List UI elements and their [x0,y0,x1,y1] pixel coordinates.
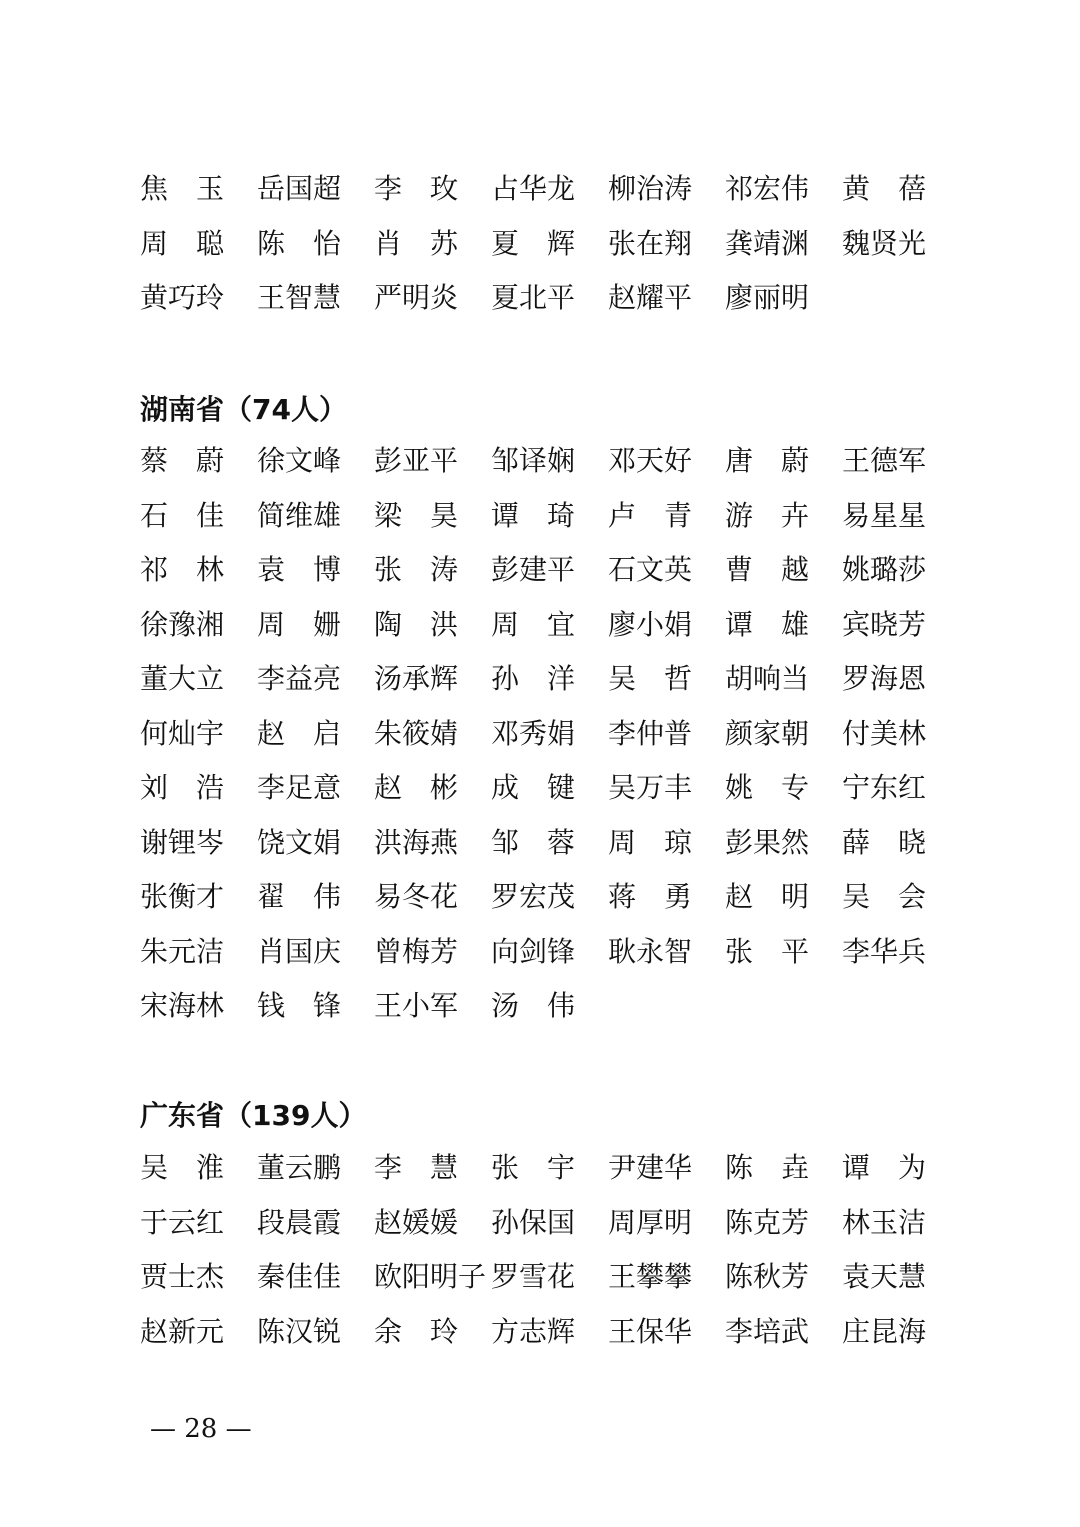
name-entry: 姚璐莎 [842,553,927,587]
name-entry: 邓秀娟 [491,716,576,750]
name-entry: 严明炎 [374,281,459,315]
name-entry: 成 键 [491,771,576,805]
name-entry: 张在翔 [608,226,693,260]
name-entry: 陈克芳 [725,1205,810,1239]
name-entry: 周 聪 [140,226,225,260]
name-entry: 易星星 [842,498,927,532]
name-entry: 朱筱婧 [374,716,459,750]
name-entry: 李华兵 [842,934,927,968]
name-entry: 占华龙 [491,172,576,206]
name-list-guangdong [140,1139,960,1357]
name-entry: 夏 辉 [491,226,576,260]
name-entry: 蒋 勇 [608,880,693,914]
name-entry: 黄 蓓 [842,172,927,206]
name-row [140,1139,960,1194]
name-row [140,923,960,978]
name-entry: 周 姗 [257,607,342,641]
name-entry: 卢 青 [608,498,693,532]
name-entry: 袁天慧 [842,1260,927,1294]
name-entry: 蔡 蔚 [140,444,225,478]
name-entry: 李 慧 [374,1151,459,1185]
name-entry: 姚 专 [725,771,810,805]
name-row [140,269,960,324]
section-heading-guangdong: 广东省（139人） [140,1099,367,1132]
name-entry: 张 涛 [374,553,459,587]
name-entry: 秦佳佳 [257,1260,342,1294]
name-entry: 张 宇 [491,1151,576,1185]
name-row [140,432,960,487]
name-entry: 饶文娟 [257,825,342,859]
name-row [140,759,960,814]
name-entry: 易冬花 [374,880,459,914]
name-entry: 朱元洁 [140,934,225,968]
name-entry: 李足意 [257,771,342,805]
name-entry: 宁东红 [842,771,927,805]
name-entry: 梁 昊 [374,498,459,532]
name-entry: 岳国超 [257,172,342,206]
name-entry: 孙保国 [491,1205,576,1239]
name-entry: 段晨霞 [257,1205,342,1239]
name-entry: 曹 越 [725,553,810,587]
name-entry: 欧阳明子 [374,1260,487,1294]
name-entry: 陈 怡 [257,226,342,260]
name-entry: 黄巧玲 [140,281,225,315]
name-entry: 孙 洋 [491,662,576,696]
name-row [140,487,960,542]
name-entry: 张衡才 [140,880,225,914]
name-entry: 李益亮 [257,662,342,696]
name-entry: 徐豫湘 [140,607,225,641]
name-entry: 彭建平 [491,553,576,587]
name-entry: 袁 博 [257,553,342,587]
name-entry: 谢锂岑 [140,825,225,859]
name-entry: 赵耀平 [608,281,693,315]
section-heading-hunan: 湖南省（74人） [140,393,347,426]
name-entry: 石 佳 [140,498,225,532]
name-entry: 周 宜 [491,607,576,641]
name-entry: 谭 琦 [491,498,576,532]
name-entry: 肖国庆 [257,934,342,968]
name-entry: 贾士杰 [140,1260,225,1294]
name-entry: 简维雄 [257,498,342,532]
name-entry: 颜家朝 [725,716,810,750]
name-entry: 邓天好 [608,444,693,478]
name-row [140,215,960,270]
name-row [140,1303,960,1358]
name-entry: 罗海恩 [842,662,927,696]
name-row [140,705,960,760]
name-entry: 赵 启 [257,716,342,750]
name-entry: 张 平 [725,934,810,968]
name-entry: 汤承辉 [374,662,459,696]
name-entry: 祁 林 [140,553,225,587]
name-row [140,1248,960,1303]
name-entry: 罗宏茂 [491,880,576,914]
name-entry: 向剑锋 [491,934,576,968]
name-entry: 邹译娴 [491,444,576,478]
name-entry: 廖丽明 [725,281,810,315]
name-entry: 李 玫 [374,172,459,206]
name-entry: 游 卉 [725,498,810,532]
name-entry: 陶 洪 [374,607,459,641]
name-row [140,1194,960,1249]
name-list-continued [140,160,960,324]
name-entry: 吴万丰 [608,771,693,805]
name-entry: 赵 彬 [374,771,459,805]
name-entry: 王小军 [374,989,459,1023]
name-entry: 周厚明 [608,1205,693,1239]
name-entry: 石文英 [608,553,693,587]
name-row [140,541,960,596]
name-entry: 柳治涛 [608,172,693,206]
name-entry: 谭 雄 [725,607,810,641]
name-entry: 赵新元 [140,1314,225,1348]
name-entry: 胡响当 [725,662,810,696]
name-entry: 余 玲 [374,1314,459,1348]
name-entry: 林玉洁 [842,1205,927,1239]
name-entry: 吴 淮 [140,1151,225,1185]
name-entry: 翟 伟 [257,880,342,914]
name-entry: 吴 哲 [608,662,693,696]
name-entry: 洪海燕 [374,825,459,859]
name-entry: 方志辉 [491,1314,576,1348]
name-entry: 焦 玉 [140,172,225,206]
name-entry: 谭 为 [842,1151,927,1185]
name-entry: 庄昆海 [842,1314,927,1348]
name-entry: 宾晓芳 [842,607,927,641]
name-row [140,596,960,651]
name-row [140,868,960,923]
name-entry: 彭果然 [725,825,810,859]
name-entry: 王德军 [842,444,927,478]
name-entry: 刘 浩 [140,771,225,805]
name-entry: 何灿宇 [140,716,225,750]
name-entry: 曾梅芳 [374,934,459,968]
name-entry: 赵媛媛 [374,1205,459,1239]
name-entry: 陈汉锐 [257,1314,342,1348]
name-entry: 宋海林 [140,989,225,1023]
name-entry: 汤 伟 [491,989,576,1023]
name-entry: 耿永智 [608,934,693,968]
name-entry: 龚靖渊 [725,226,810,260]
name-entry: 尹建华 [608,1151,693,1185]
name-entry: 董云鹏 [257,1151,342,1185]
name-row [140,977,960,1032]
name-list-hunan [140,432,960,1032]
name-entry: 李培武 [725,1314,810,1348]
name-entry: 陈秋芳 [725,1260,810,1294]
name-entry: 付美林 [842,716,927,750]
name-entry: 陈 垚 [725,1151,810,1185]
name-entry: 魏贤光 [842,226,927,260]
name-entry: 王保华 [608,1314,693,1348]
name-row [140,650,960,705]
name-entry: 李仲普 [608,716,693,750]
name-entry: 董大立 [140,662,225,696]
name-entry: 邹 蓉 [491,825,576,859]
name-entry: 肖 苏 [374,226,459,260]
name-entry: 祁宏伟 [725,172,810,206]
name-entry: 吴 会 [842,880,927,914]
name-row [140,814,960,869]
name-entry: 周 琼 [608,825,693,859]
name-entry: 徐文峰 [257,444,342,478]
name-entry: 王智慧 [257,281,342,315]
name-entry: 唐 蔚 [725,444,810,478]
name-entry: 廖小娟 [608,607,693,641]
name-entry: 钱 锋 [257,989,342,1023]
name-entry: 罗雪花 [491,1260,576,1294]
name-entry: 王攀攀 [608,1260,693,1294]
name-entry: 赵 明 [725,880,810,914]
name-entry: 薛 晓 [842,825,927,859]
name-row [140,160,960,215]
name-entry: 于云红 [140,1205,225,1239]
name-entry: 彭亚平 [374,444,459,478]
page-number: — 28 — [150,1414,252,1444]
name-entry: 夏北平 [491,281,576,315]
